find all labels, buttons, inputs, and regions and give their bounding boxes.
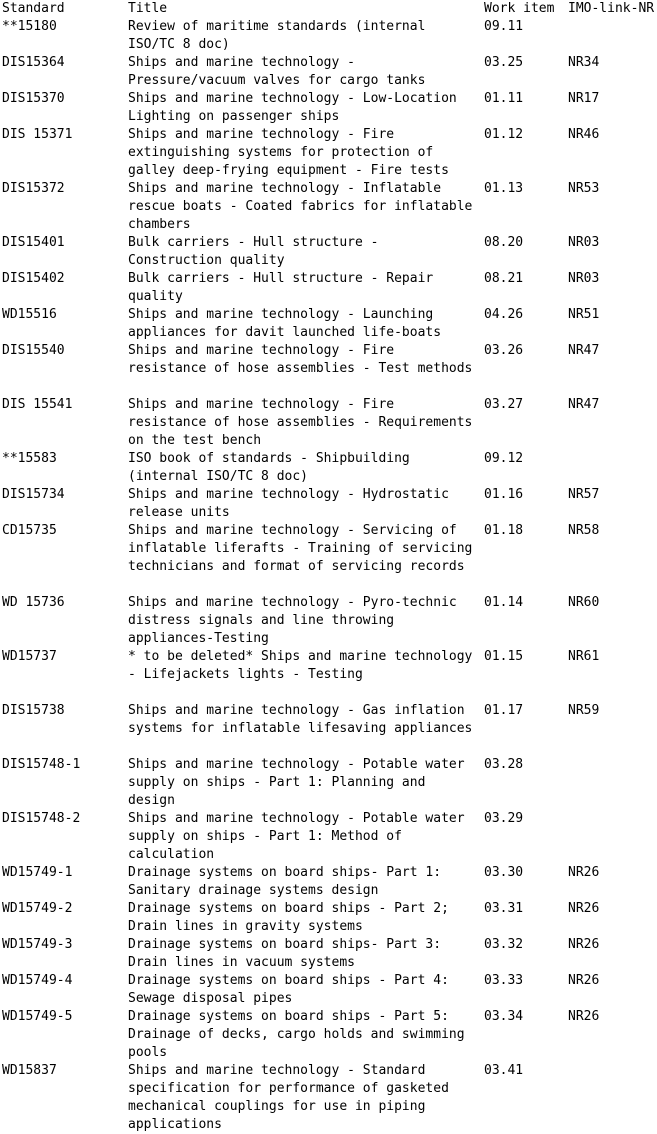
title-cell: Drainage systems on board ships - Part 4: Sewage disposal pipes xyxy=(128,973,457,1006)
title-cell: Ships and marine technology - Fire extinguishing systems for protection of galley deep-frying equipment - Fire tests xyxy=(128,127,449,178)
standard-cell: WD15837 xyxy=(2,1063,57,1078)
table-row xyxy=(0,126,657,180)
table-row xyxy=(0,180,657,234)
imo-link-cell: NR58 xyxy=(568,523,600,538)
standard-cell: DIS15738 xyxy=(2,703,65,718)
imo-link-cell: NR60 xyxy=(568,595,600,610)
column-header-imo-link: IMO-link-NR xyxy=(568,1,655,16)
table-header xyxy=(0,0,657,18)
standard-cell: WD15737 xyxy=(2,649,57,664)
table-row xyxy=(0,450,657,486)
standard-cell: DIS15372 xyxy=(2,181,65,196)
standard-cell: **15583 xyxy=(2,451,57,466)
title-cell: Review of maritime standards (internal ISO/TC 8 doc) xyxy=(128,19,434,52)
title-cell: Ships and marine technology - Servicing of inflatable liferafts - Training of servicing technicians and format of servicing records xyxy=(128,523,481,574)
standard-cell: DIS15401 xyxy=(2,235,65,250)
imo-link-cell: NR51 xyxy=(568,307,600,322)
work-item-cell: 08.21 xyxy=(484,271,524,286)
work-item-cell: 03.29 xyxy=(484,811,524,826)
work-item-cell: 03.28 xyxy=(484,757,524,772)
standard-cell: DIS15734 xyxy=(2,487,65,502)
column-header-standard: Standard xyxy=(2,1,65,16)
work-item-cell: 03.30 xyxy=(484,865,524,880)
imo-link-cell: NR03 xyxy=(568,235,600,250)
title-cell: Ships and marine technology - Standard specification for performance of gasketed mechanical couplings for use in piping applications xyxy=(128,1063,457,1132)
standard-cell: WD 15736 xyxy=(2,595,65,610)
title-cell: Ships and marine technology - Hydrostatic release units xyxy=(128,487,457,520)
title-cell: Drainage systems on board ships- Part 3: Drain lines in vacuum systems xyxy=(128,937,449,970)
standard-cell: DIS15370 xyxy=(2,91,65,106)
work-item-cell: 03.41 xyxy=(484,1063,524,1078)
work-item-cell: 03.33 xyxy=(484,973,524,988)
imo-link-cell xyxy=(566,450,657,486)
imo-link-cell: NR26 xyxy=(568,937,600,952)
title-cell: Ships and marine technology - Pyro-technic distress signals and line throwing appliances-Testing xyxy=(128,595,465,646)
standard-cell: DIS 15541 xyxy=(2,397,73,412)
imo-link-cell: NR47 xyxy=(568,343,600,358)
table-row xyxy=(0,810,657,864)
table-row xyxy=(0,936,657,972)
imo-link-cell: NR61 xyxy=(568,649,600,664)
imo-link-cell: NR26 xyxy=(568,865,600,880)
title-cell: * to be deleted* Ships and marine technology - Lifejackets lights - Testing xyxy=(128,649,481,682)
column-header-title: Title xyxy=(128,1,168,16)
imo-link-cell: NR47 xyxy=(568,397,600,412)
title-cell: Ships and marine technology - Gas inflation systems for inflatable lifesaving appliances xyxy=(128,703,473,736)
table-row xyxy=(0,864,657,900)
table-row xyxy=(0,756,657,810)
imo-link-cell: NR26 xyxy=(568,901,600,916)
imo-link-cell: NR53 xyxy=(568,181,600,196)
title-cell: Ships and marine technology - Pressure/vacuum valves for cargo tanks xyxy=(128,55,426,88)
table-row xyxy=(0,18,657,54)
table-row xyxy=(0,1062,657,1134)
standard-cell: DIS 15371 xyxy=(2,127,73,142)
standard-cell: WD15749-2 xyxy=(2,901,73,916)
work-item-cell: 08.20 xyxy=(484,235,524,250)
imo-link-cell: NR46 xyxy=(568,127,600,142)
work-item-cell: 03.26 xyxy=(484,343,524,358)
title-cell: ISO book of standards - Shipbuilding (internal ISO/TC 8 doc) xyxy=(128,451,418,484)
table-row xyxy=(0,1008,657,1062)
work-item-cell: 09.11 xyxy=(484,19,524,34)
table-row xyxy=(0,972,657,1008)
imo-link-cell: NR03 xyxy=(568,271,600,286)
work-item-cell: 01.11 xyxy=(484,91,524,106)
table-row xyxy=(0,594,657,648)
title-cell: Drainage systems on board ships- Part 1: Sanitary drainage systems design xyxy=(128,865,449,898)
standard-cell: CD15735 xyxy=(2,523,57,538)
standard-cell: DIS15748-2 xyxy=(2,811,81,826)
standard-cell: DIS15748-1 xyxy=(2,757,81,772)
imo-link-cell: NR59 xyxy=(568,703,600,718)
title-cell: Drainage systems on board ships - Part 2; Drain lines in gravity systems xyxy=(128,901,457,934)
work-item-cell: 09.12 xyxy=(484,451,524,466)
standard-cell: DIS15540 xyxy=(2,343,65,358)
imo-link-cell xyxy=(566,18,657,54)
standard-cell: **15180 xyxy=(2,19,57,34)
work-item-cell: 03.34 xyxy=(484,1009,524,1024)
table-row xyxy=(0,90,657,126)
standard-cell: WD15749-3 xyxy=(2,937,73,952)
work-item-cell: 01.14 xyxy=(484,595,524,610)
table-row xyxy=(0,486,657,522)
imo-link-cell xyxy=(566,756,657,810)
work-item-cell: 01.12 xyxy=(484,127,524,142)
imo-link-cell: NR17 xyxy=(568,91,600,106)
imo-link-cell: NR34 xyxy=(568,55,600,70)
table-row xyxy=(0,342,657,396)
standard-cell: WD15516 xyxy=(2,307,57,322)
table-row xyxy=(0,900,657,936)
work-item-cell: 04.26 xyxy=(484,307,524,322)
title-cell: Bulk carriers - Hull structure - Construction quality xyxy=(128,235,387,268)
table-row xyxy=(0,522,657,594)
table-row xyxy=(0,648,657,702)
table-row xyxy=(0,54,657,90)
work-item-cell: 03.27 xyxy=(484,397,524,412)
standard-cell: WD15749-4 xyxy=(2,973,73,988)
title-cell: Ships and marine technology - Fire resistance of hose assemblies - Test methods xyxy=(128,343,473,376)
work-item-cell: 03.32 xyxy=(484,937,524,952)
table-row xyxy=(0,396,657,450)
standard-cell: DIS15364 xyxy=(2,55,65,70)
imo-link-cell: NR26 xyxy=(568,973,600,988)
title-cell: Ships and marine technology - Launching appliances for davit launched life-boats xyxy=(128,307,442,340)
standard-cell: DIS15402 xyxy=(2,271,65,286)
title-cell: Ships and marine technology - Inflatable rescue boats - Coated fabrics for inflatable chambers xyxy=(128,181,481,232)
work-item-cell: 03.31 xyxy=(484,901,524,916)
imo-link-cell: NR57 xyxy=(568,487,600,502)
table-row xyxy=(0,234,657,270)
work-item-cell: 01.17 xyxy=(484,703,524,718)
column-header-work-item: Work item xyxy=(484,1,555,16)
title-cell: Ships and marine technology - Potable water supply on ships - Part 1: Method of calculation xyxy=(128,811,473,862)
work-item-cell: 01.18 xyxy=(484,523,524,538)
table-row xyxy=(0,306,657,342)
standard-cell: WD15749-1 xyxy=(2,865,73,880)
imo-link-cell xyxy=(566,1062,657,1134)
title-cell: Bulk carriers - Hull structure - Repair quality xyxy=(128,271,442,304)
table-row xyxy=(0,270,657,306)
title-cell: Ships and marine technology - Potable water supply on ships - Part 1: Planning and design xyxy=(128,757,473,808)
imo-link-cell: NR26 xyxy=(568,1009,600,1024)
title-cell: Ships and marine technology - Low-Location Lighting on passenger ships xyxy=(128,91,465,124)
work-item-cell: 01.16 xyxy=(484,487,524,502)
work-item-cell: 01.13 xyxy=(484,181,524,196)
work-item-cell: 03.25 xyxy=(484,55,524,70)
title-cell: Ships and marine technology - Fire resistance of hose assemblies - Requirements on the test bench xyxy=(128,397,481,448)
work-item-cell: 01.15 xyxy=(484,649,524,664)
imo-link-cell xyxy=(566,810,657,864)
standard-cell: WD15749-5 xyxy=(2,1009,73,1024)
title-cell: Drainage systems on board ships - Part 5: Drainage of decks, cargo holds and swimming pools xyxy=(128,1009,473,1060)
table-row xyxy=(0,702,657,756)
